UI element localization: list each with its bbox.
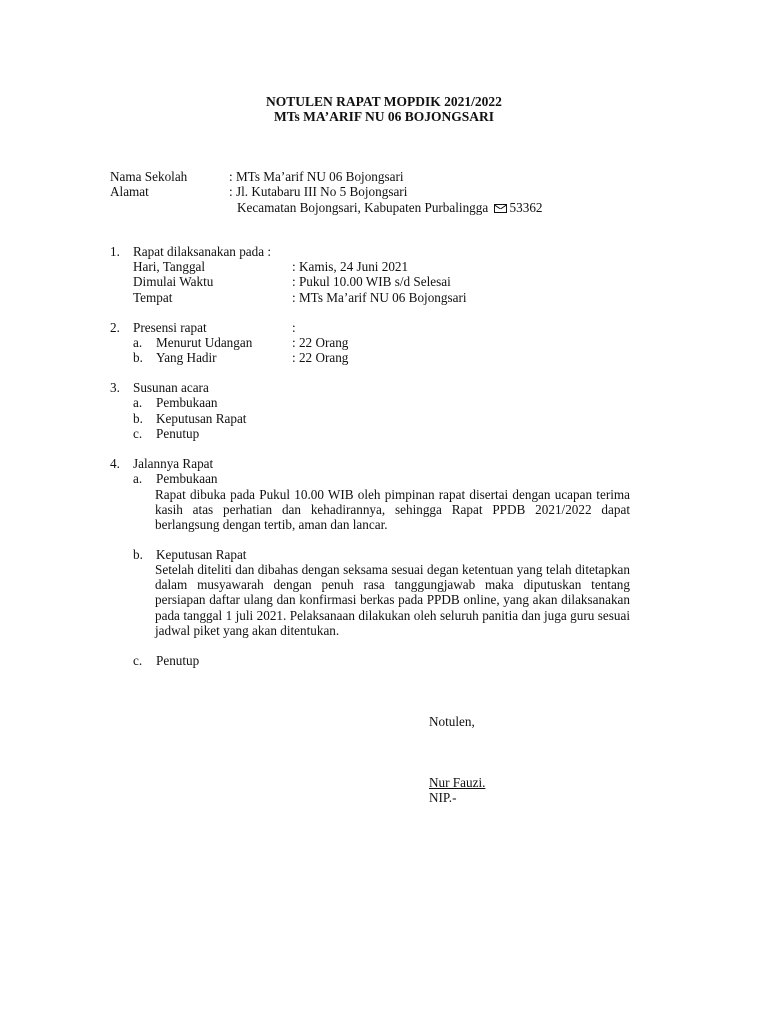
address-label: Alamat <box>110 184 149 199</box>
section4-a-paragraph: Rapat dibuka pada Pukul 10.00 WIB oleh pimpinan rapat disertai dengan ucapan terima kasih atas perhatian dan kehadirannya, sehingga Rapat PPDB 2021/2022 dapat berlangsung dengan tertib, aman dan lancar. <box>155 487 630 533</box>
section2-heading: Presensi rapat <box>133 320 207 335</box>
section3-number: 3. <box>110 380 120 395</box>
document-subtitle: MTs MA’ARIF NU 06 BOJONGSARI <box>273 109 494 124</box>
section2-row-marker: a. <box>133 335 143 350</box>
school-label: Nama Sekolah <box>110 169 188 184</box>
address-district: Kecamatan Bojongsari, Kabupaten Purbalingga <box>237 200 489 215</box>
section2-row-value: : 22 Orang <box>292 335 349 350</box>
section2-row-label: Menurut Udangan <box>156 335 253 350</box>
section1-row-label: Dimulai Waktu <box>133 274 214 289</box>
signature-nip: NIP.- <box>429 790 457 805</box>
section3-heading: Susunan acara <box>133 380 209 395</box>
section1-heading: Rapat dilaksanakan pada : <box>133 244 272 259</box>
section4-c-title: Penutup <box>156 653 200 668</box>
section2-number: 2. <box>110 320 120 335</box>
section2-row-value: : 22 Orang <box>292 350 349 365</box>
section4-b-marker: b. <box>133 547 143 562</box>
document-title: NOTULEN RAPAT MOPDIK 2021/2022 <box>266 94 502 109</box>
section1-row-value: : Pukul 10.00 WIB s/d Selesai <box>292 274 451 289</box>
signature-role: Notulen, <box>429 714 475 729</box>
section4-b-title: Keputusan Rapat <box>156 547 247 562</box>
section3-item-marker: b. <box>133 411 143 426</box>
section1-row-value: : MTs Ma’arif NU 06 Bojongsari <box>292 290 467 305</box>
section3-item: Keputusan Rapat <box>156 411 247 426</box>
section3-item: Pembukaan <box>156 395 218 410</box>
address-value: : Jl. Kutabaru III No 5 Bojongsari <box>229 184 408 199</box>
school-value: : MTs Ma’arif NU 06 Bojongsari <box>229 169 404 184</box>
section4-a-title: Pembukaan <box>156 471 218 486</box>
section4-number: 4. <box>110 456 120 471</box>
section3-item-marker: c. <box>133 426 143 441</box>
address-line2 <box>237 200 543 215</box>
section4-a-marker: a. <box>133 471 143 486</box>
section3-item: Penutup <box>156 426 200 441</box>
section1-row-value: : Kamis, 24 Juni 2021 <box>292 259 409 274</box>
section2-row-marker: b. <box>133 350 143 365</box>
postal-code: 53362 <box>509 200 543 215</box>
section4-c-marker: c. <box>133 653 143 668</box>
section4-heading: Jalannya Rapat <box>133 456 214 471</box>
section3-item-marker: a. <box>133 395 143 410</box>
section1-row-label: Hari, Tanggal <box>133 259 206 274</box>
signature-name: Nur Fauzi. <box>429 775 486 790</box>
section2-colon: : <box>292 320 296 335</box>
section1-number: 1. <box>110 244 120 259</box>
section2-row-label: Yang Hadir <box>156 350 217 365</box>
envelope-icon <box>494 204 507 213</box>
section1-row-label: Tempat <box>133 290 173 305</box>
section4-b-paragraph: Setelah diteliti dan dibahas dengan seksama sesuai degan ketentuan yang telah ditetapkan dalam musyawarah dengan penuh rasa tanggungjawab maka diputuskan tentang persiapan daftar ulang dan konfirmasi berkas pada PPDB online, yang akan dilaksanakan pada tanggal 1 juli 2021. Pelaksanaan dilakukan oleh seluruh panitia dan juga guru sesuai jadwal piket yang akan ditentukan. <box>155 562 630 638</box>
